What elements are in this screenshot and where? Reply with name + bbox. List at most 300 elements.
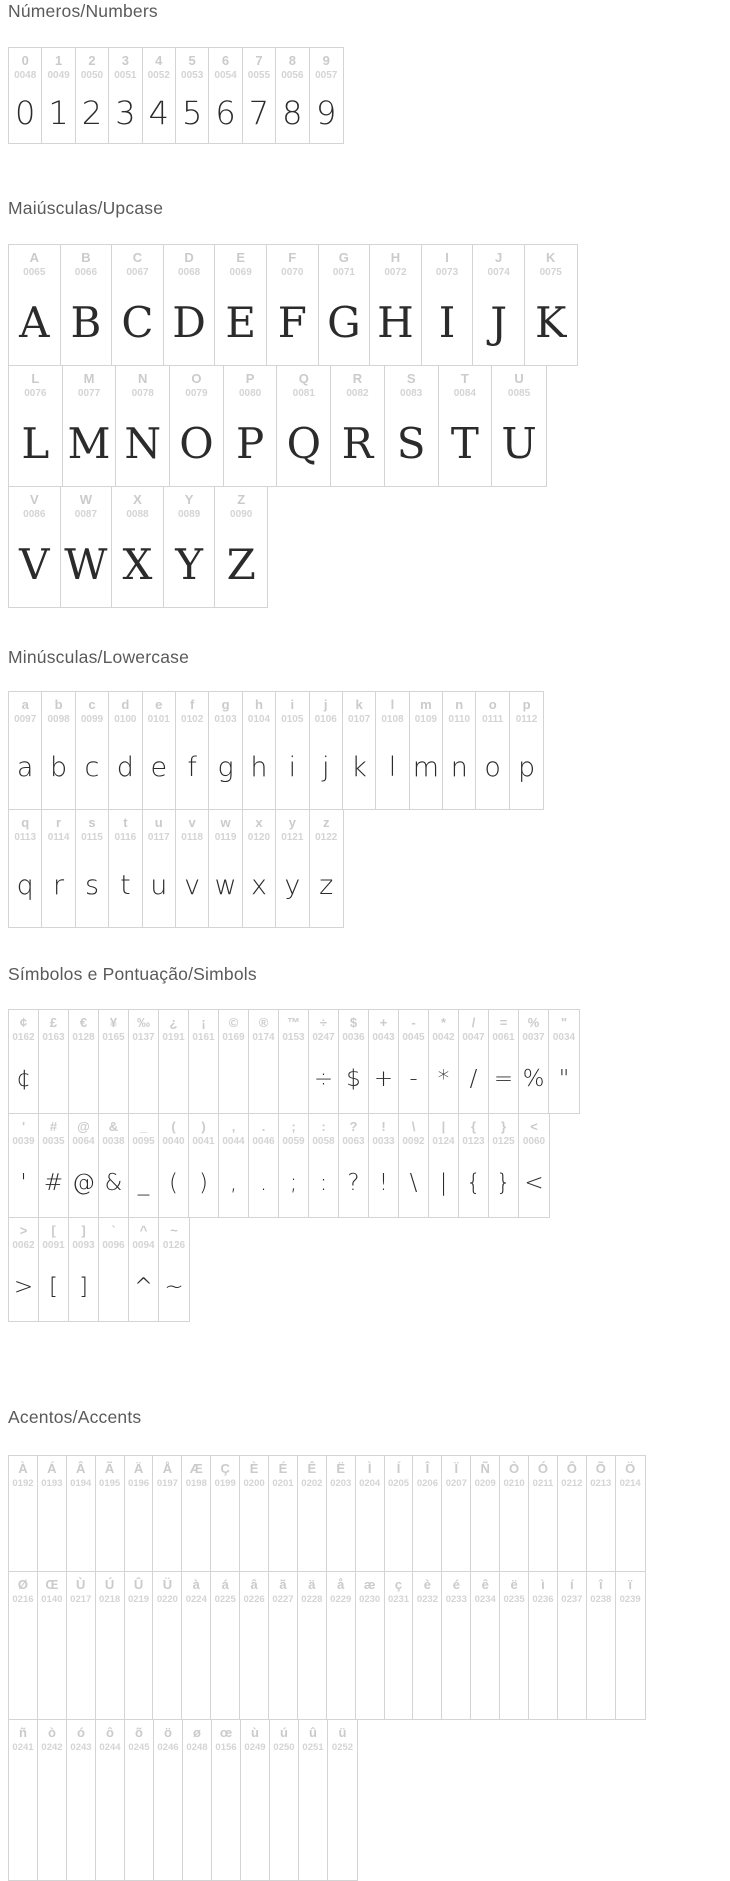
char-label: £ [49,1015,58,1030]
char-cell [370,245,422,365]
char-cell [42,48,75,143]
char-code: 0191 [162,1032,185,1043]
char-label: Ç [220,1461,230,1476]
char-cell [309,1010,339,1113]
char-code: 0201 [272,1478,294,1489]
char-label: ú [280,1725,288,1740]
char-glyph [125,1606,153,1719]
char-label: " [560,1015,568,1030]
char-cell [443,692,476,809]
char-glyph: o [484,752,501,783]
char-code: 0047 [462,1032,485,1043]
char-cell [164,245,216,365]
char-label: x [255,815,263,830]
char-cell [510,692,543,809]
char-code: 0091 [42,1240,65,1251]
char-glyph [269,1490,297,1571]
char-label: U [514,371,524,386]
char-label: % [527,1015,540,1030]
char-code: 0107 [347,714,371,725]
char-glyph: j [321,752,330,783]
char-glyph: 9 [316,93,337,132]
char-glyph: V [19,539,50,589]
char-code: 0060 [522,1136,546,1147]
char-cell [209,810,242,927]
char-code: 0110 [448,714,471,725]
char-glyph: y [284,870,301,901]
char-glyph: D [172,297,206,347]
char-code: 0114 [47,832,70,843]
char-code: 0033 [372,1136,395,1147]
char-code: 0048 [14,70,37,81]
char-cell [159,1114,189,1217]
char-cell [429,1010,459,1113]
char-glyph: | [439,1169,448,1196]
char-label: © [228,1015,239,1030]
char-label: ï [628,1577,632,1592]
char-label: æ [363,1577,376,1592]
char-code: 0071 [332,267,355,278]
char-glyph [182,1606,210,1719]
char-label: f [189,697,195,712]
char-glyph: 8 [282,93,303,132]
char-label: ¡ [201,1015,206,1030]
char-glyph: c [84,752,100,783]
char-cell [153,1456,182,1571]
char-label: ö [164,1725,172,1740]
char-label: W [79,492,93,507]
char-code: 0193 [41,1478,63,1489]
char-cell [176,810,209,927]
char-glyph [413,1490,441,1571]
char-label: s [88,815,96,830]
char-code: 0105 [281,714,304,725]
char-code: 0137 [132,1032,155,1043]
char-glyph [9,1606,37,1719]
char-code: 0212 [561,1478,583,1489]
char-cell [143,810,176,927]
char-code: 0124 [432,1136,455,1147]
char-glyph [269,1606,297,1719]
char-cell [96,1720,125,1880]
char-label: @ [77,1119,90,1134]
char-cell [310,692,343,809]
char-cell [112,245,164,365]
char-glyph: x [250,870,267,901]
char-glyph: + [373,1065,394,1092]
char-cell [385,1572,414,1719]
char-glyph: i [288,752,297,783]
char-code: 0052 [147,70,170,81]
char-code: 0073 [435,267,459,278]
char-cell [69,1218,99,1321]
char-glyph: ÷ [313,1065,334,1092]
char-glyph: ! [378,1169,389,1196]
char-glyph: g [217,752,234,783]
char-label: N [138,371,148,386]
char-cell [67,1572,96,1719]
char-glyph [240,1606,268,1719]
char-label: = [499,1015,508,1030]
char-glyph [129,1044,158,1113]
char-glyph [240,1490,268,1571]
char-label: 8 [288,53,296,68]
char-glyph: l [388,752,397,783]
char-glyph [529,1490,557,1571]
char-glyph: I [438,297,456,347]
char-label: K [546,250,556,265]
char-cell [459,1114,489,1217]
char-code: 0089 [177,509,201,520]
char-glyph: 3 [115,93,136,132]
char-cell [429,1114,459,1217]
char-code: 0074 [487,267,510,278]
char-glyph: M [67,418,111,468]
char-code: 0083 [400,388,423,399]
char-code: 0077 [77,388,101,399]
section-title: Acentos/Accents [8,1407,142,1427]
char-code: 0211 [532,1478,554,1489]
char-glyph: } [496,1169,511,1196]
char-code: 0196 [127,1478,150,1489]
char-code: 0053 [181,70,204,81]
char-glyph [211,1606,239,1719]
char-glyph [219,1044,248,1113]
char-cell [215,245,267,365]
char-label: œ [219,1725,233,1740]
char-cell [339,1114,369,1217]
font-section [8,198,730,608]
char-glyph [38,1490,66,1571]
char-label: Ó [537,1461,549,1476]
char-code: 0045 [402,1032,425,1043]
char-label: Ú [104,1577,115,1592]
char-cell [76,48,109,143]
char-glyph [442,1606,470,1719]
char-code: 0082 [346,388,369,399]
char-cell [224,366,278,486]
char-label: 2 [88,53,96,68]
char-cell [267,245,319,365]
char-glyph [529,1606,557,1719]
char-code: 0040 [162,1136,185,1147]
char-cell [109,692,142,809]
char-code: 0198 [185,1478,207,1489]
char-glyph: N [124,418,162,468]
char-code: 0163 [42,1032,65,1043]
char-glyph: _ [137,1169,150,1196]
char-code: 0121 [281,832,304,843]
char-code: 0086 [23,509,46,520]
char-glyph: z [319,870,334,901]
char-label: Ö [625,1461,636,1476]
char-code: 0101 [147,714,170,725]
char-cell [276,810,309,927]
char-cell [519,1010,549,1113]
char-glyph [471,1606,499,1719]
char-code: 0070 [281,267,304,278]
char-cell [159,1010,189,1113]
char-code: 0087 [74,509,98,520]
char-label: ò [48,1725,56,1740]
char-glyph [385,1606,413,1719]
char-label: Z [237,492,246,507]
char-cell [489,1010,519,1113]
char-cell [500,1456,529,1571]
char-label: € [79,1015,88,1030]
char-table-row [8,244,578,366]
char-cell [129,1218,159,1321]
char-code: 0200 [243,1478,265,1489]
char-code: 0219 [127,1594,150,1605]
char-glyph: b [50,752,68,783]
char-label: E [236,250,245,265]
char-label: Ë [336,1461,346,1476]
char-glyph [587,1606,615,1719]
char-cell [558,1456,587,1571]
char-label: l [390,697,395,712]
char-label: M [83,371,95,386]
char-table-row [8,1719,358,1881]
char-label: { [470,1119,477,1134]
char-code: 0217 [70,1594,92,1605]
char-label: ê [481,1577,489,1592]
char-label: : [321,1119,326,1134]
char-label: ~ [170,1223,178,1238]
char-label: . [261,1119,266,1134]
char-table-row [8,365,547,487]
char-label: O [191,371,202,386]
char-glyph: ~ [164,1273,184,1300]
char-code: 0250 [273,1742,295,1753]
char-glyph: v [184,870,201,901]
char-glyph: T [450,418,479,468]
char-glyph [356,1606,384,1719]
char-label: B [81,250,91,265]
char-glyph: ^ [133,1273,154,1300]
char-glyph: e [150,752,168,783]
char-cell [298,1456,327,1571]
char-code: 0080 [238,388,262,399]
char-glyph: B [70,297,102,347]
char-glyph: # [43,1169,64,1196]
char-cell [99,1218,129,1321]
char-glyph: ( [169,1169,178,1196]
char-cell [189,1010,219,1113]
char-glyph: Z [226,539,256,589]
char-glyph: G [327,297,361,347]
char-code: 0225 [214,1594,236,1605]
char-cell [413,1456,442,1571]
char-code: 0103 [214,714,237,725]
char-cell [9,1456,38,1571]
char-glyph [616,1606,645,1719]
char-label: g [221,697,230,712]
char-glyph [587,1490,615,1571]
char-label: 7 [255,53,263,68]
char-cell [125,1720,154,1880]
char-label: y [288,815,296,830]
char-code: 0241 [12,1742,34,1753]
char-cell [154,1720,183,1880]
char-glyph: ' [20,1169,27,1196]
char-cell [9,1572,38,1719]
char-cell [299,1720,328,1880]
char-glyph: : [319,1169,328,1196]
char-label: Õ [595,1461,606,1476]
char-glyph [9,1754,37,1880]
char-code: 0118 [181,832,203,843]
char-label: 4 [155,53,163,68]
char-code: 0075 [539,267,562,278]
char-label: d [121,697,130,712]
char-glyph [99,1044,128,1113]
char-code: 0234 [474,1594,496,1605]
char-glyph: r [53,870,65,901]
char-label: X [133,492,142,507]
char-code: 0049 [47,70,70,81]
char-cell [96,1456,125,1571]
char-code: 0099 [80,714,104,725]
char-code: 0057 [315,70,338,81]
char-cell [243,692,276,809]
char-cell [61,245,113,365]
char-label: Ì [367,1461,372,1476]
char-code: 0108 [381,714,404,725]
char-cell [385,366,439,486]
char-code: 0232 [416,1594,438,1605]
char-code: 0117 [147,832,170,843]
char-code: 0251 [302,1742,324,1753]
char-label: r [56,815,62,830]
char-glyph [270,1754,298,1880]
char-code: 0161 [192,1032,215,1043]
char-label: Q [298,371,309,386]
char-cell [63,366,117,486]
char-cell [69,1010,99,1113]
char-label: h [254,697,263,712]
char-cell [616,1456,645,1571]
char-glyph [125,1754,153,1880]
char-cell [399,1114,429,1217]
char-label: S [406,371,416,386]
char-code: 0072 [384,267,407,278]
char-table-row [8,486,268,608]
char-label: ? [349,1119,358,1134]
char-cell [558,1572,587,1719]
char-glyph [327,1490,355,1571]
char-glyph [67,1754,95,1880]
char-glyph: 6 [215,93,236,132]
char-code: 0096 [102,1240,125,1251]
char-cell [279,1114,309,1217]
char-code: 0116 [114,832,137,843]
char-glyph [385,1490,413,1571]
char-glyph: & [104,1169,123,1196]
char-label: V [29,492,39,507]
char-glyph [298,1606,326,1719]
char-label: ÷ [319,1015,328,1030]
char-glyph: t [120,870,131,901]
char-label: & [108,1119,119,1134]
char-label: ; [291,1119,296,1134]
char-glyph [96,1490,124,1571]
char-table-row [8,1571,646,1720]
char-code: 0227 [272,1594,294,1605]
char-cell [182,1456,211,1571]
char-label: 9 [322,53,330,68]
char-cell [183,1720,212,1880]
char-code: 0034 [552,1032,576,1043]
char-glyph: O [179,418,214,468]
char-label: q [21,815,30,830]
char-code: 0226 [243,1594,265,1605]
char-glyph: 0 [15,93,36,132]
char-cell [209,692,242,809]
char-cell [339,1010,369,1113]
char-cell [616,1572,645,1719]
char-cell [270,1720,299,1880]
char-glyph: q [16,870,34,901]
char-code: 0239 [619,1594,641,1605]
char-cell [9,48,42,143]
char-cell [587,1456,616,1571]
char-table-row [8,1113,550,1218]
char-label: õ [135,1725,143,1740]
char-code: 0094 [132,1240,155,1251]
char-glyph [159,1044,188,1113]
char-cell [369,1010,399,1113]
char-glyph [558,1490,586,1571]
char-label: Ü [162,1577,173,1592]
char-code: 0235 [503,1594,525,1605]
char-label: P [245,371,255,386]
char-code: 0213 [590,1478,612,1489]
char-code: 0220 [156,1594,178,1605]
char-cell [277,366,331,486]
char-label: 3 [121,53,129,68]
char-cell [243,810,276,927]
char-code: 0203 [330,1478,352,1489]
char-glyph: U [501,418,537,468]
char-label: - [411,1015,416,1030]
char-code: 0245 [128,1742,150,1753]
char-code: 0230 [359,1594,381,1605]
char-cell [76,692,109,809]
char-code: 0113 [14,832,37,843]
section-title: Maiúsculas/Upcase [8,198,164,218]
char-label: é [452,1577,460,1592]
char-glyph: 7 [248,93,270,132]
char-label: < [530,1119,538,1134]
char-label: b [54,697,63,712]
char-cell [182,1572,211,1719]
char-glyph: ] [79,1273,88,1300]
char-code: 0169 [222,1032,245,1043]
char-cell [356,1456,385,1571]
char-cell [500,1572,529,1719]
char-glyph: @ [72,1169,95,1196]
char-glyph: H [377,297,414,347]
char-glyph [211,1490,239,1571]
char-glyph: W [64,539,108,589]
char-glyph [67,1606,95,1719]
char-label: * [440,1015,447,1030]
char-cell [176,692,209,809]
char-code: 0088 [126,509,149,520]
char-label: ¢ [19,1015,28,1030]
char-glyph: . [259,1169,268,1196]
